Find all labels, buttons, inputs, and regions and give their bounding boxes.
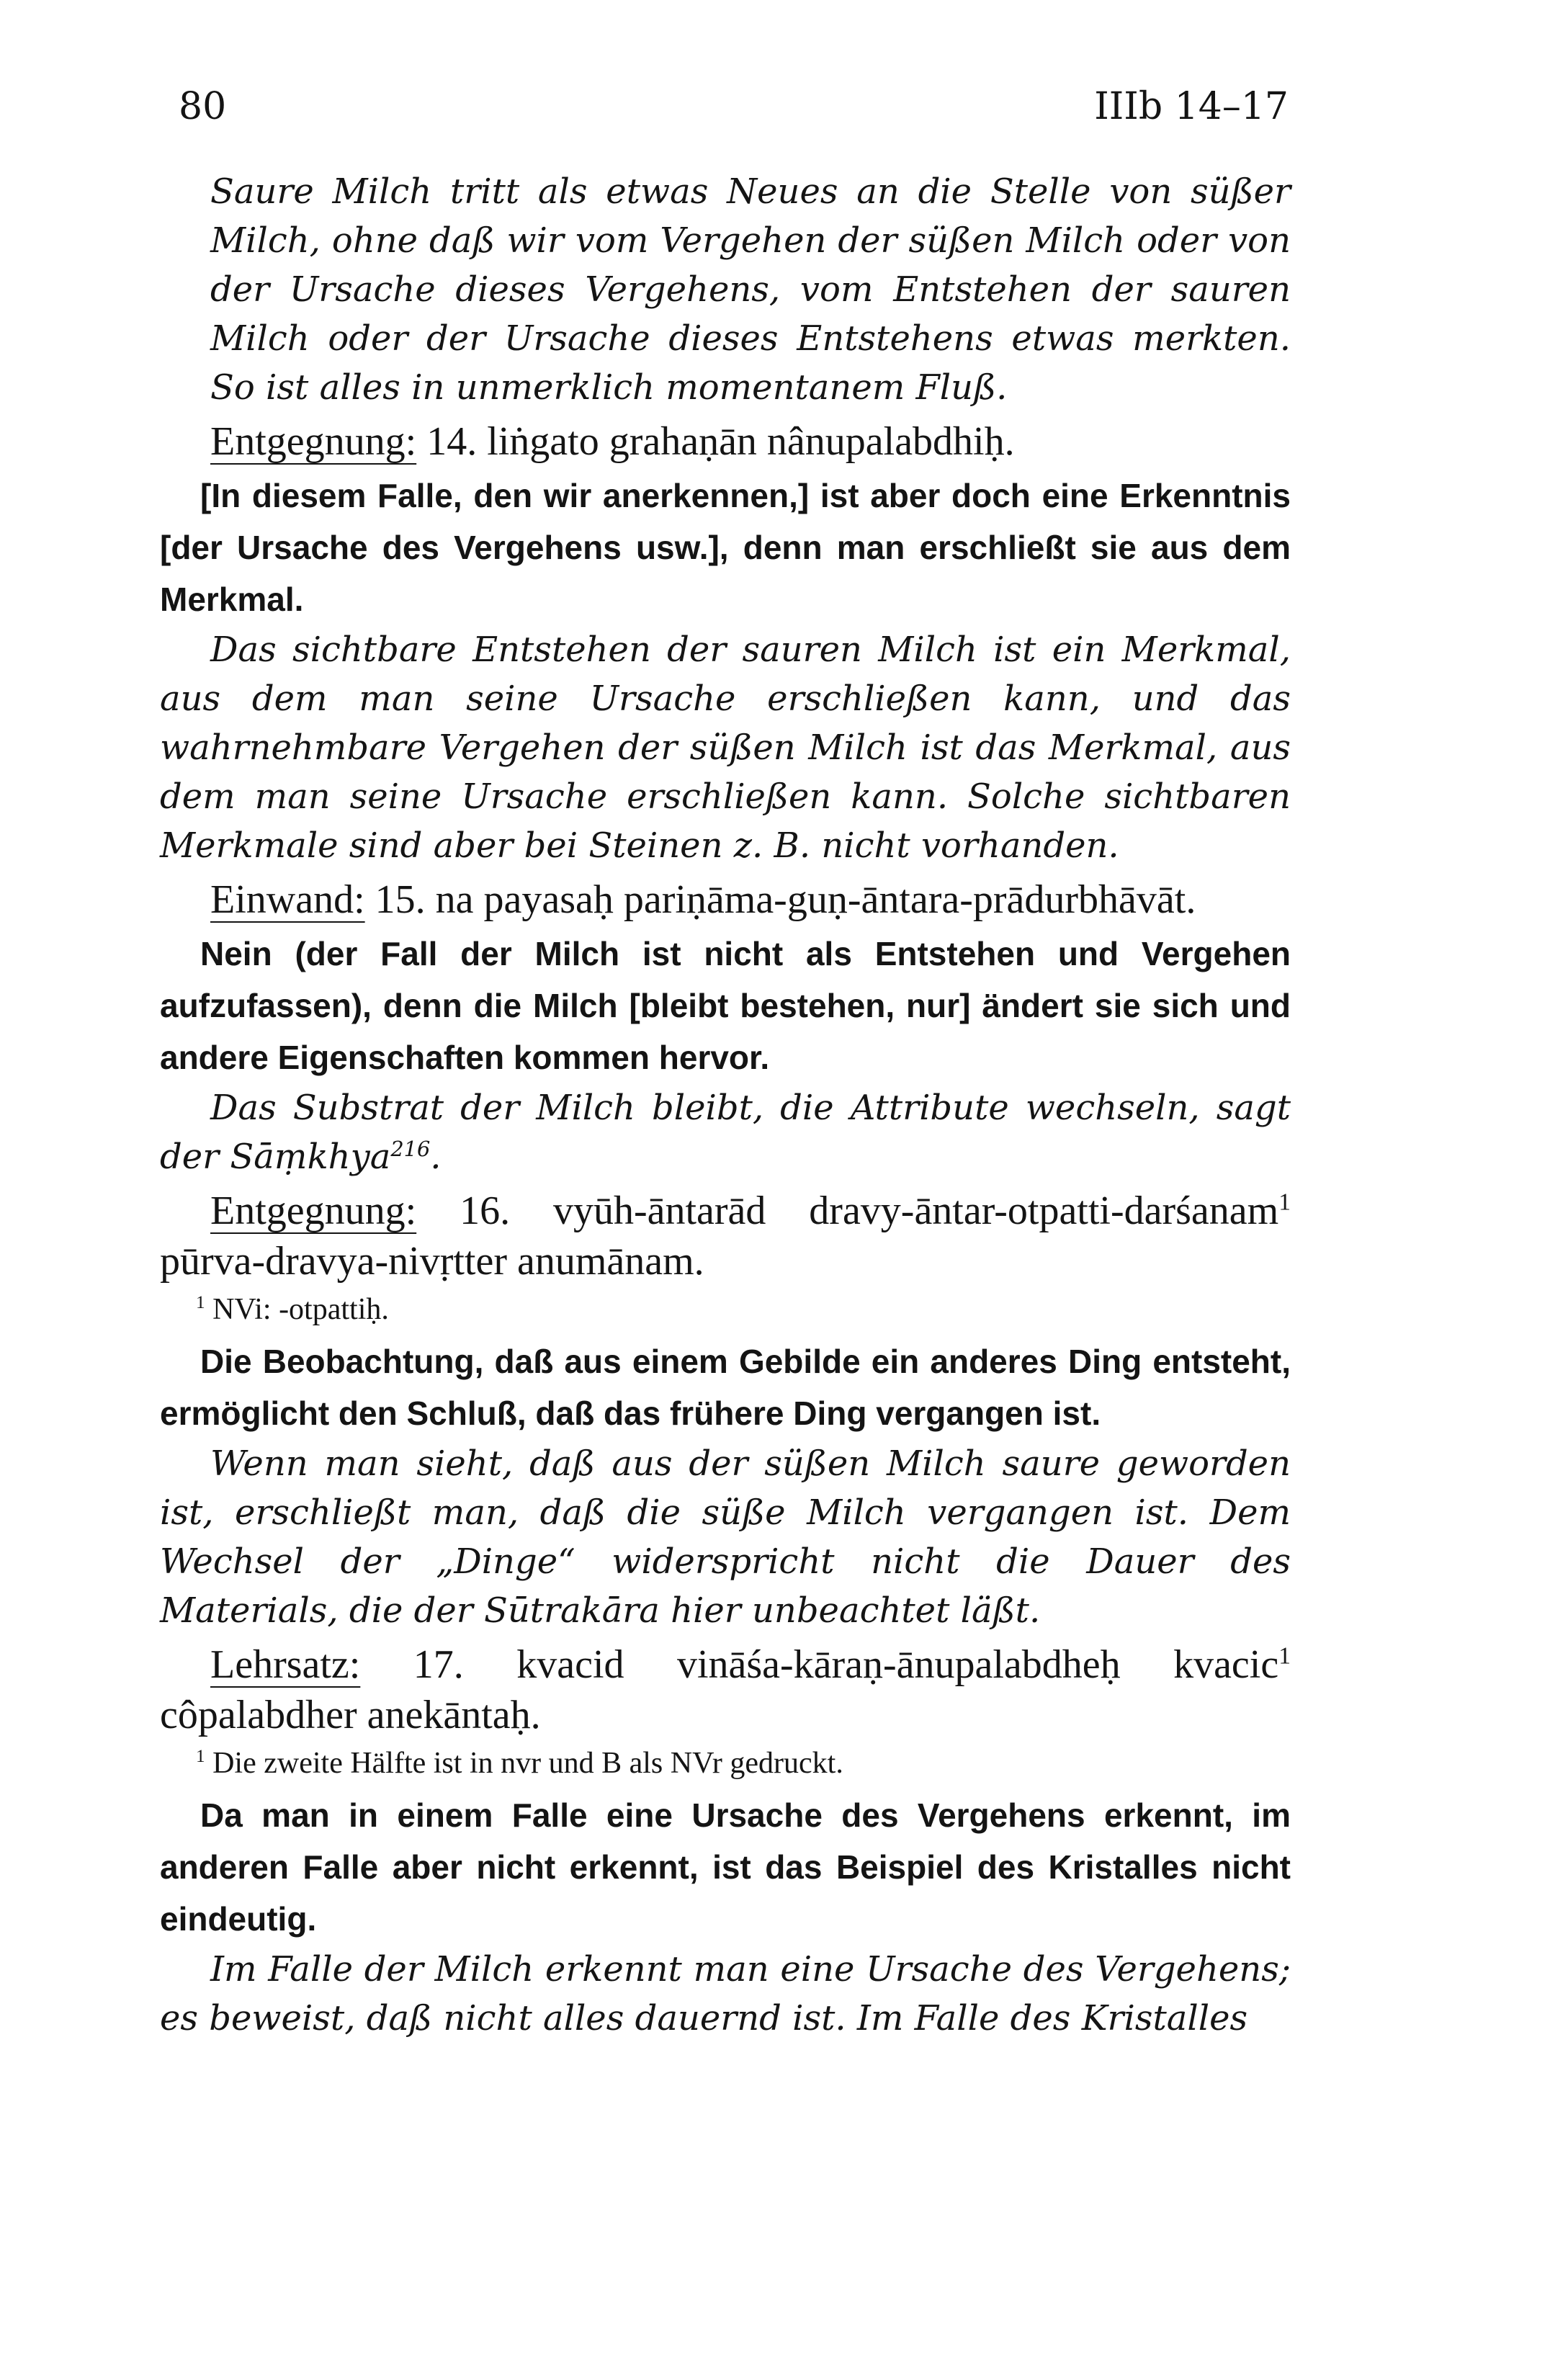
- translation-paragraph: [160, 928, 1291, 1083]
- sutra-17: [160, 1639, 1291, 1740]
- sutra-15: [160, 874, 1291, 925]
- translation-paragraph: [160, 1335, 1291, 1439]
- commentary-paragraph: [160, 625, 1291, 870]
- footnote: [160, 1740, 1291, 1786]
- sutra-text: 16. vyūh-āntarād dravy-āntar-otpatti-darśanam: [416, 1189, 1279, 1233]
- commentary-tail: .: [430, 1137, 442, 1177]
- section-reference: IIIb 14–17: [1094, 85, 1289, 128]
- commentary-paragraph: [160, 1439, 1291, 1635]
- sutra-14: [160, 416, 1291, 467]
- commentary-paragraph: [160, 1945, 1291, 2043]
- footnote: [160, 1286, 1291, 1333]
- commentary-paragraph: [160, 1083, 1291, 1181]
- translation-text: Da man in einem Falle eine Ursache des Vergehens erkennt, im anderen Falle aber nicht erkennt, ist das Beispiel des Kristalles nicht eindeutig.: [160, 1796, 1291, 1938]
- sutra-tail: pūrva-dravya-nivṛtter anumānam.: [160, 1239, 704, 1284]
- commentary-text: Wenn man sieht, daß aus der süßen Milch saure geworden ist, erschließt man, daß die süße Milch vergangen ist. Dem Wechsel der „Dinge“ widerspricht nicht die Dauer des Materials, die der Sūtrakāra hier unbeachtet läßt.: [160, 1443, 1291, 1631]
- footnote-text: NVi: -otpattiḥ.: [205, 1293, 389, 1326]
- commentary-text: Saure Milch tritt als etwas Neues an die Stelle von süßer Milch, ohne daß wir vom Vergehen der süßen Milch oder von der Ursache dieses Vergehens, vom Entstehen der sauren Milch oder der Ursache dieses Entstehens etwas merkten. So ist alles in unmerklich momentanem Fluß.: [210, 171, 1291, 408]
- sutra-text: 17. kvacid vināśa-kāraṇ-ānupalabdheḥ kvacic: [360, 1642, 1279, 1687]
- commentary-text: Im Falle der Milch erkennt man eine Ursache des Vergehens; es beweist, daß nicht alles dauernd ist. Im Falle des Kristalles: [160, 1949, 1291, 2038]
- commentary-text: Das Substrat der Milch bleibt, die Attribute wechseln, sagt der Sāṃkhya: [160, 1088, 1291, 1177]
- footnote-number: 1: [196, 1293, 205, 1312]
- footnote-marker: 216: [390, 1137, 431, 1161]
- translation-paragraph: [160, 470, 1291, 625]
- sutra-label: Einwand:: [210, 877, 365, 922]
- translation-text: [In diesem Falle, den wir anerkennen,] ist aber doch eine Erkenntnis [der Ursache des Vergehens usw.], denn man erschließt sie aus dem Merkmal.: [160, 477, 1291, 618]
- page-body: [160, 167, 1291, 2043]
- sutra-text: 14. liṅgato grahaṇān nânupalabdhiḥ.: [416, 419, 1015, 464]
- sutra-label: Entgegnung:: [210, 1189, 417, 1233]
- footnote-number: 1: [196, 1747, 205, 1766]
- translation-paragraph: [160, 1789, 1291, 1945]
- translation-text: Nein (der Fall der Milch ist nicht als Entstehen und Vergehen aufzufassen), denn die Milch [bleibt bestehen, nur] ändert sie sich und andere Eigenschaften kommen hervor.: [160, 935, 1291, 1076]
- sutra-text: 15. na payasaḥ pariṇāma-guṇ-āntara-prādurbhāvāt.: [364, 877, 1196, 922]
- sutra-label: Entgegnung:: [210, 419, 417, 464]
- page-number: 80: [179, 85, 227, 128]
- footnote-text: Die zweite Hälfte ist in nvr und B als NVr gedruckt.: [205, 1747, 843, 1780]
- sutra-label: Lehrsatz:: [210, 1642, 361, 1687]
- translation-text: Die Beobachtung, daß aus einem Gebilde ein anderes Ding entsteht, ermöglicht den Schluß, daß das frühere Ding vergangen ist.: [160, 1343, 1291, 1432]
- commentary-text: Das sichtbare Entstehen der sauren Milch ist ein Merkmal, aus dem man seine Ursache erschließen kann, und das wahrnehmbare Vergehen der süßen Milch ist das Merkmal, aus dem man seine Ursache erschließen kann. Solche sichtbaren Merkmale sind aber bei Steinen z. B. nicht vorhanden.: [160, 630, 1291, 866]
- commentary-paragraph: [160, 167, 1291, 412]
- sutra-16: [160, 1186, 1291, 1286]
- sutra-tail: côpalabdher anekāntaḥ.: [160, 1693, 541, 1737]
- footnote-marker: 1: [1278, 1189, 1291, 1216]
- footnote-marker: 1: [1278, 1642, 1291, 1670]
